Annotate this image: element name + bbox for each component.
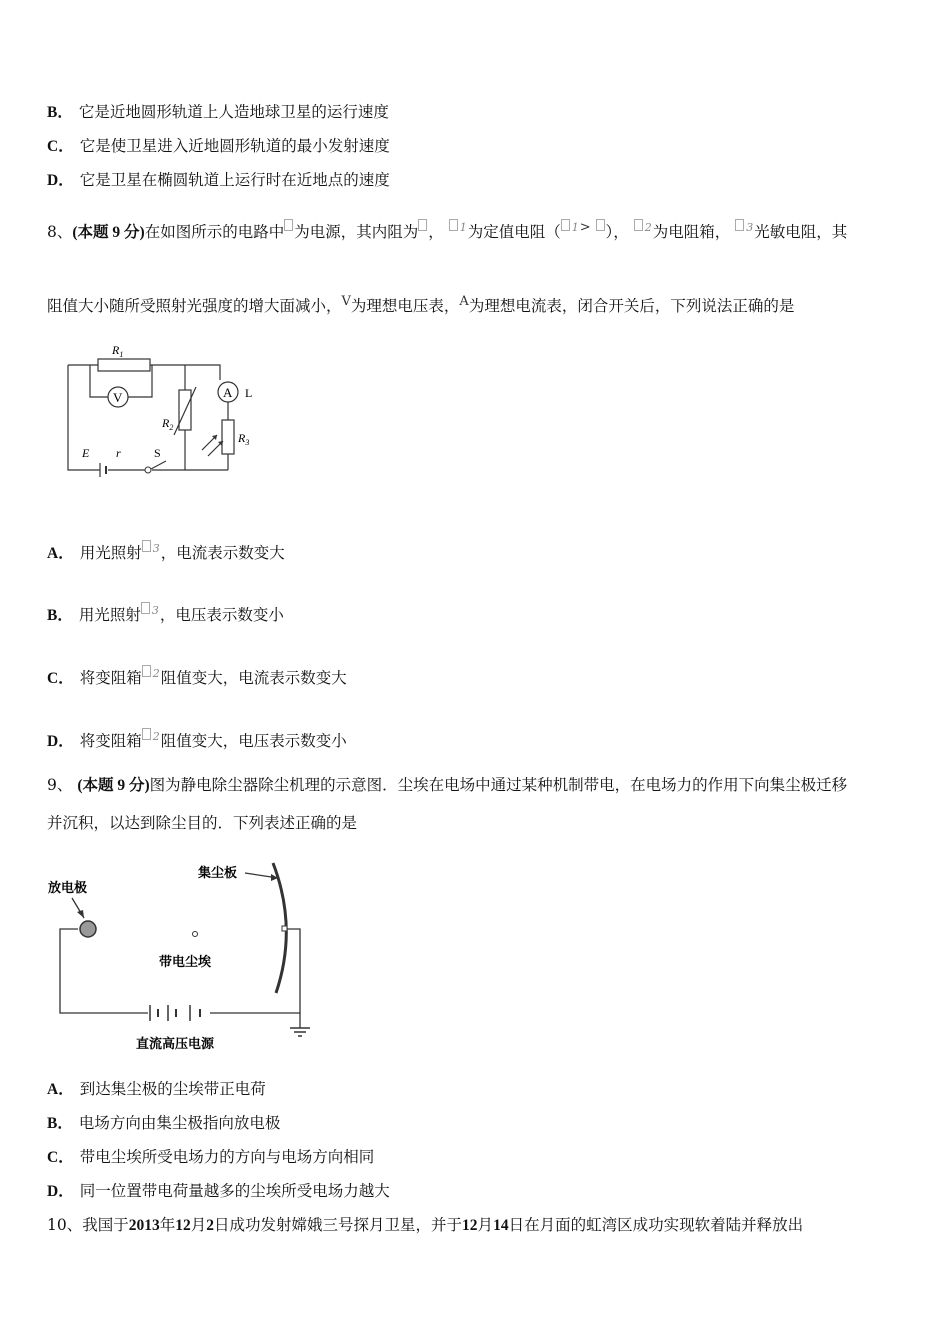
- switch-label: S: [154, 446, 161, 460]
- charged-dust-label: 带电尘埃: [159, 955, 212, 970]
- q9-option-a: [47, 1078, 266, 1101]
- r3-label: $R_3$: [238, 431, 250, 447]
- option-text: 阻值变大，电流表示数变大: [160, 669, 347, 687]
- option-letter: D．: [47, 733, 74, 750]
- option-letter: C．: [47, 670, 74, 687]
- stem-text: ），: [605, 223, 629, 241]
- missing-symbol-icon: [142, 665, 151, 677]
- q8-stem-line1: [47, 217, 847, 244]
- question-points: (本题 9 分): [77, 777, 150, 794]
- stem-text: ，: [428, 223, 444, 241]
- stem-text: 月: [190, 1216, 207, 1234]
- option-letter: B．: [47, 607, 73, 624]
- r2-label: $R_2$: [162, 416, 174, 432]
- dust-particle: [193, 932, 198, 937]
- stem-text: 光敏电阻，其: [754, 223, 848, 241]
- option-text: 电场方向由集尘极指向放电极: [78, 1114, 281, 1132]
- q9-option-d: [47, 1180, 390, 1203]
- circuit-diagram: [60, 335, 270, 485]
- question-points: (本题 9 分): [72, 224, 145, 241]
- option-text: ，电压表示数变小: [159, 606, 284, 624]
- subscript: 2: [152, 667, 160, 680]
- option-text: 它是使卫星进入近地圆形轨道的最小发射速度: [79, 137, 390, 155]
- question-number: 9、: [47, 776, 73, 794]
- missing-symbol-icon: [418, 219, 427, 231]
- stem-text: 并沉积，以达到除尘目的．下列表述正确的是: [47, 814, 358, 832]
- r3-resistor: [222, 420, 234, 454]
- missing-symbol-icon: [284, 219, 293, 231]
- r1-label: $R_1$: [112, 343, 124, 359]
- voltmeter-symbol: V: [341, 294, 351, 309]
- option-text: 同一位置带电荷量越多的尘埃所受电场力越大: [79, 1182, 390, 1200]
- missing-symbol-icon: [634, 219, 643, 231]
- option-letter: A．: [47, 1081, 74, 1098]
- q8-option-b: [47, 600, 284, 627]
- greater-than-sign: >: [579, 220, 591, 235]
- option-letter: C．: [47, 138, 74, 155]
- missing-symbol-icon: [735, 219, 744, 231]
- stem-text: 年: [159, 1216, 176, 1234]
- q9-stem-line1: [47, 774, 847, 797]
- day: 2: [206, 1217, 215, 1234]
- option-text: 将变阻箱: [79, 732, 142, 750]
- subscript: 3: [152, 542, 160, 555]
- q7-option-c: [47, 135, 390, 158]
- lamp-label: L: [245, 386, 253, 400]
- r1-subscript: 1: [459, 221, 467, 234]
- q9-stem-line2: [47, 812, 357, 834]
- option-text: 用光照射: [79, 544, 142, 562]
- missing-symbol-icon: [596, 219, 605, 231]
- emf-label: E: [82, 446, 90, 460]
- option-letter: A．: [47, 545, 74, 562]
- option-letter: C．: [47, 1149, 74, 1166]
- r3-subscript: 3: [746, 221, 754, 234]
- month: 12: [175, 1217, 191, 1234]
- q8-stem-line2: [47, 291, 794, 317]
- q7-option-d: [47, 169, 390, 192]
- year: 2013: [128, 1217, 160, 1234]
- missing-symbol-icon: [142, 540, 151, 552]
- ammeter-symbol: A: [459, 294, 469, 309]
- option-text: 它是卫星在椭圆轨道上运行时在近地点的速度: [79, 171, 390, 189]
- dc-high-voltage-source-label: 直流高压电源: [136, 1037, 215, 1052]
- missing-symbol-icon: [142, 728, 151, 740]
- missing-symbol-icon: [561, 219, 570, 231]
- stem-text: 为电阻箱，: [652, 223, 731, 241]
- r2-subscript: 2: [644, 221, 652, 234]
- question-number: 8、: [47, 223, 73, 241]
- missing-symbol-icon: [141, 602, 150, 614]
- r1-resistor: [98, 359, 150, 371]
- stem-text: 为理想电压表，: [350, 297, 460, 315]
- electrostatic-precipitator-diagram: [40, 858, 330, 1058]
- day: 14: [493, 1217, 509, 1234]
- r1-subscript: 1: [571, 221, 579, 234]
- option-text: ，电流表示数变大: [160, 544, 285, 562]
- option-letter: D．: [47, 172, 74, 189]
- q8-option-a: [47, 538, 285, 565]
- q8-option-c: [47, 663, 347, 690]
- ammeter-label: A: [223, 385, 233, 400]
- stem-text: 月: [477, 1216, 494, 1234]
- option-text: 将变阻箱: [79, 669, 142, 687]
- subscript: 2: [152, 730, 160, 743]
- month: 12: [462, 1217, 478, 1234]
- q7-option-b: [47, 101, 389, 124]
- stem-text: 阻值大小随所受照射光强度的增大面减小，: [47, 297, 342, 315]
- internal-resistance-label: r: [116, 446, 121, 460]
- option-letter: B．: [47, 1115, 73, 1132]
- option-text: 到达集尘极的尘埃带正电荷: [79, 1080, 266, 1098]
- stem-text: 图为静电除尘器除尘机理的示意图．尘埃在电场中通过某种机制带电，在电场力的作用下向集尘极迁移: [149, 776, 848, 794]
- stem-text: 我国于: [82, 1216, 129, 1234]
- option-text: 带电尘埃所受电场力的方向与电场方向相同: [79, 1148, 375, 1166]
- stem-text: 为理想电流表，闭合开关后，下列说法正确的是: [468, 297, 795, 315]
- stem-text: 日成功发射嫦娥三号探月卫星，并于: [214, 1216, 463, 1234]
- option-letter: B．: [47, 104, 73, 121]
- missing-symbol-icon: [449, 219, 458, 231]
- stem-text: 为电源，其内阻为: [294, 223, 419, 241]
- stem-text: 日在月面的虹湾区成功实现软着陆并释放出: [508, 1216, 804, 1234]
- stem-text: 为定值电阻（: [467, 223, 561, 241]
- q9-option-b: [47, 1112, 280, 1135]
- question-number: 10、: [47, 1216, 83, 1234]
- voltmeter-label: V: [113, 390, 123, 405]
- collector-plate-label: 集尘板: [198, 866, 238, 881]
- q8-option-d: [47, 726, 347, 753]
- option-text: 阻值变大，电压表示数变小: [160, 732, 347, 750]
- discharge-electrode-label: 放电极: [48, 881, 88, 896]
- q10-stem-line1: [47, 1214, 803, 1237]
- discharge-electrode: [80, 921, 96, 937]
- q9-option-c: [47, 1146, 374, 1169]
- option-letter: D．: [47, 1183, 74, 1200]
- option-text: 用光照射: [78, 606, 141, 624]
- option-text: 它是近地圆形轨道上人造地球卫星的运行速度: [78, 103, 389, 121]
- subscript: 3: [151, 604, 159, 617]
- stem-text: 在如图所示的电路中: [144, 223, 285, 241]
